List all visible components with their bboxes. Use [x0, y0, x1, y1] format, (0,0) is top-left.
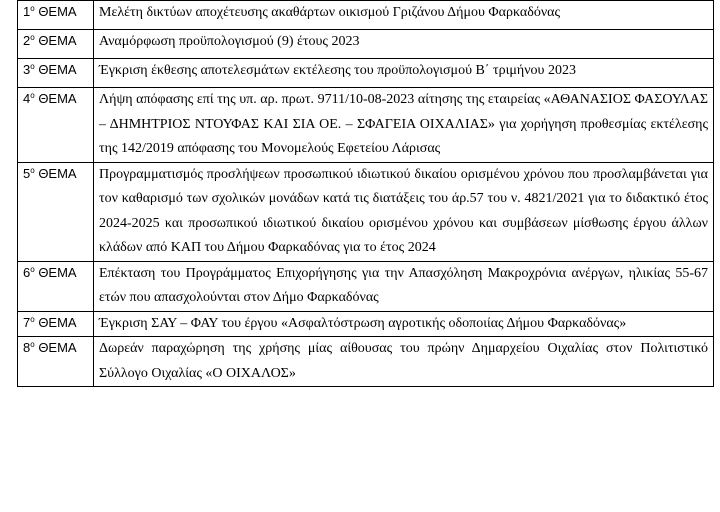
topic-number-cell: $6^o$ ΘΕΜΑ [18, 261, 94, 311]
topic-description: Δωρεάν παραχώρηση της χρήσης μίας αίθουσας του πρώην Δημαρχείου Οιχαλίας στον Πολιτιστικό Σύλλογο Οιχαλίας «Ο ΟΙΧΑΛΟΣ» [94, 337, 714, 387]
topic-number-cell: $2^o$ ΘΕΜΑ [18, 30, 94, 59]
agenda-row [18, 30, 714, 59]
agenda-row [18, 88, 714, 163]
topic-description: Λήψη απόφασης επί της υπ. αρ. πρωτ. 9711/10-08-2023 αίτησης της εταιρείας «ΑΘΑΝΑΣΙΟΣ ΦΑΣΟΥΛΑΣ – ΔΗΜΗΤΡΙΟΣ ΝΤΟΥΦΑΣ ΚΑΙ ΣΙΑ ΟΕ. – ΣΦΑΓΕΙΑ ΟΙΧΑΛΙΑΣ» για χορήγηση προθεσμίας εκτέλεσης της 142/2019 απόφασης του Μονομελούς Εφετείου Λάρισας [94, 88, 714, 163]
agenda-row [18, 261, 714, 311]
topic-description: Προγραμματισμός προσλήψεων προσωπικού ιδιωτικού δικαίου ορισμένου χρόνου που προσλαμβάνεται για τον καθαρισμό των σχολικών μονάδων κατά τις διατάξεις του άρ.57 του ν. 4821/2021 για το διδακτικό έτος 2024-2025 και προσωπικού ιδιωτικού δικαίου ορισμένου χρόνου και συμβάσεων μίσθωσης έργου άλλων κλάδων από ΚΑΠ του Δήμου Φαρκαδόνας για το έτος 2024 [94, 162, 714, 261]
topic-description: Αναμόρφωση προϋπολογισμού (9) έτους 2023 [94, 30, 714, 59]
topic-number-cell: $8^o$ ΘΕΜΑ [18, 337, 94, 387]
topic-number-cell: $5^o$ ΘΕΜΑ [18, 162, 94, 261]
topic-number-cell: $3^o$ ΘΕΜΑ [18, 59, 94, 88]
agenda-row [18, 1, 714, 30]
agenda-row [18, 311, 714, 337]
topic-description: Επέκταση του Προγράμματος Επιχορήγησης για την Απασχόληση Μακροχρόνια ανέργων, ηλικίας 55-67 ετών που απασχολούνται στον Δήμο Φαρκαδόνας [94, 261, 714, 311]
topic-description: Μελέτη δικτύων αποχέτευσης ακαθάρτων οικισμού Γριζάνου Δήμου Φαρκαδόνας [94, 1, 714, 30]
topic-description: Έγκριση έκθεσης αποτελεσμάτων εκτέλεσης του προϋπολογισμού Β΄ τριμήνου 2023 [94, 59, 714, 88]
agenda-row [18, 59, 714, 88]
topic-number-cell: $4^o$ ΘΕΜΑ [18, 88, 94, 163]
topic-number-cell: $7^o$ ΘΕΜΑ [18, 311, 94, 337]
agenda-row [18, 162, 714, 261]
topic-number-cell: $1^o$ ΘΕΜΑ [18, 1, 94, 30]
agenda-table [17, 0, 714, 387]
agenda-row [18, 337, 714, 387]
topic-description: Έγκριση ΣΑΥ – ΦΑΥ του έργου «Ασφαλτόστρωση αγροτικής οδοποιίας Δήμου Φαρκαδόνας» [94, 311, 714, 337]
